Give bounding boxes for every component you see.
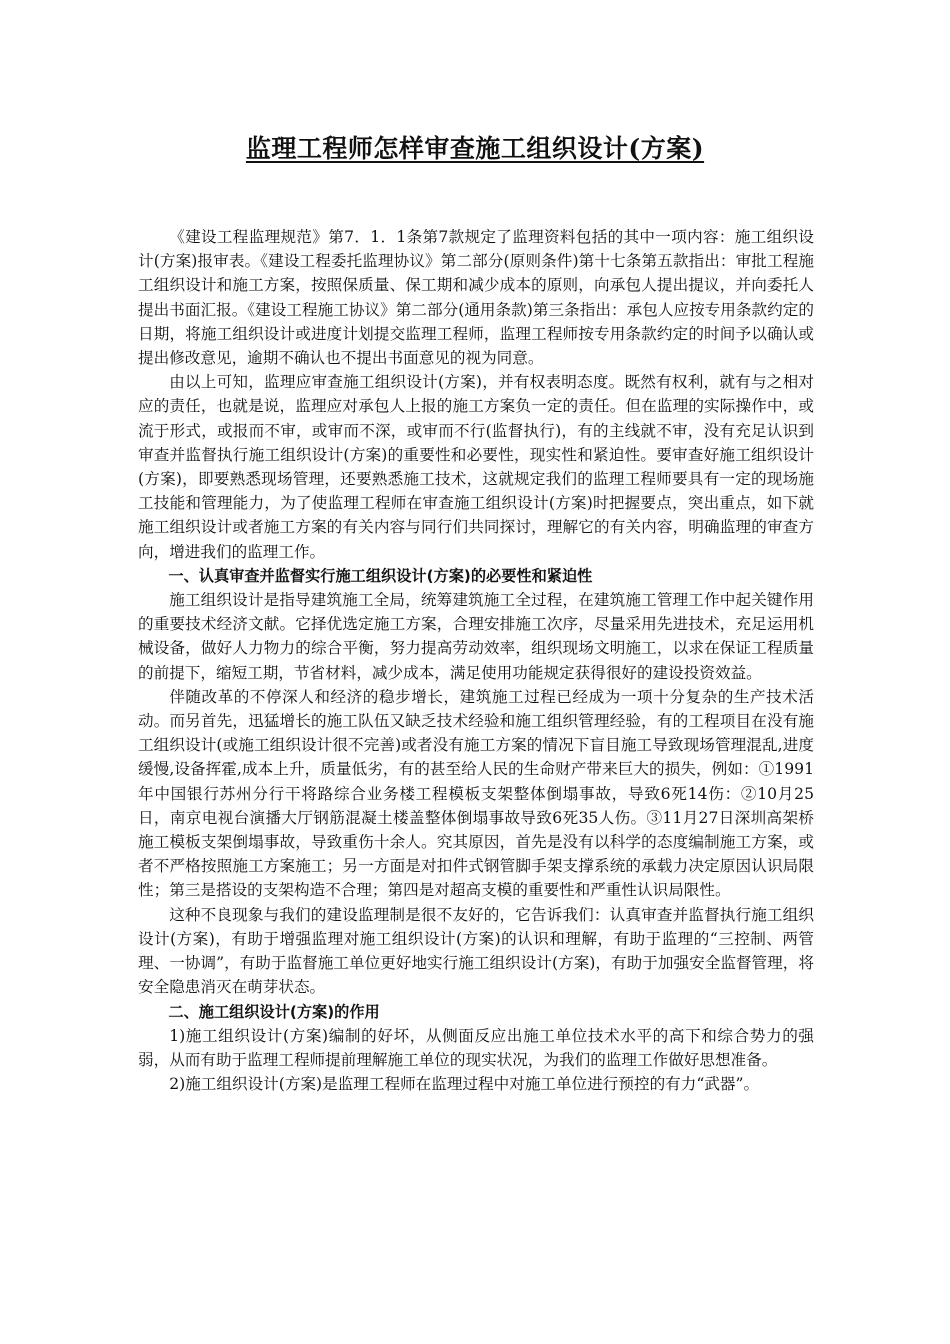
paragraph-conclusion: 这种不良现象与我们的建设监理制是很不友好的，它告诉我们：认真审查并监督执行施工组织设计(方案)，有助于增强监理对施工组织设计(方案)的认识和理解，有助于监理的“三控制、两管理、一协调”，有助于监督施工单位更好地实行施工组织设计(方案)，有助于加强安全监督管理，将安全隐患消灭在萌芽状态。 [138,905,814,997]
section-heading-1: 一、认真审查并监督实行施工组织设计(方案)的必要性和紧迫性 [168,566,593,585]
document-title [0,133,950,165]
paragraph-definition: 施工组织设计是指导建筑施工全局，统筹建筑施工全过程，在建筑施工管理工作中起关键作用的重要技术经济文献。它择优选定施工方案，合理安排施工次序，尽量采用先进技术，充足运用机械设备，做好人力物力的综合平衡，努力提高劳动效率，组织现场文明施工，以求在保证工程质量的前提下，缩短工期，节省材料，减少成本，满足使用功能规定获得很好的建设投资效益。 [138,591,814,682]
document-title-text: 监理工程师怎样审查施工组织设计(方案) [245,134,705,163]
paragraph-accidents: 伴随改革的不停深人和经济的稳步增长，建筑施工过程已经成为一项十分复杂的生产技术活动。而另首先，迅猛增长的施工队伍又缺乏技术经验和施工组织管理经验，有的工程项目在没有施工组织设计(或施工组织设计很不完善)或者没有施工方案的情况下盲目施工导致现场管理混乱,进度缓慢,设备挥霍,成本上升，质量低劣，有的甚至给人民的生命财产带来巨大的损失，例如：①1991年中国银行苏州分行干将路综合业务楼工程模板支架整体倒塌事故，导致6死14伤：②10月25日，南京电视台演播大厅钢筋混凝土楼盖整体倒塌事故导致6死35人伤。③11月27日深圳高架桥施工模板支架倒塌事故，导致重伤十余人。究其原因，首先是没有以科学的态度编制施工方案，或者不严格按照施工方案施工；另一方面是对扣件式钢管脚手架支撑系统的承载力决定原因认识局限性；第三是搭设的支架构造不合理；第四是对超高支模的重要性和严重性认识局限性。 [138,687,814,900]
document-body [138,225,814,1096]
paragraph-item-1: 1)施工组织设计(方案)编制的好坏，从侧面反应出施工单位技术水平的高下和综合势力的强弱，从而有助于监理工程师提前理解施工单位的现实状况，为我们的监理工作做好思想准备。 [138,1026,814,1069]
section-heading-2: 二、施工组织设计(方案)的作用 [168,1002,380,1021]
paragraph-intro: 《建设工程监理规范》第7．1．1条第7款规定了监理资料包括的其中一项内容：施工组织设计(方案)报审表。《建设工程委托监理协议》第二部分(原则条件)第十七条第五款指出：审批工程施工组织设计和施工方案，按照保质量、保工期和减少成本的原则，向承包人提出提议，并向委托人提出书面汇报。《建设工程施工协议》第二部分(通用条款)第三条指出：承包人应按专用条款约定的日期，将施工组织设计或进度计划提交监理工程师，监理工程师按专用条款约定的时间予以确认或提出修改意见，逾期不确认也不提出书面意见的视为同意。 [138,228,814,368]
paragraph-responsibility: 由以上可知，监理应审查施工组织设计(方案)，并有权表明态度。既然有权利，就有与之相对应的责任，也就是说，监理应对承包人上报的施工方案负一定的责任。但在监理的实际操作中，或流于形式，或报而不审，或审而不深，或审而不行(监督执行)，有的主线就不审，没有充足认识到审查并监督执行施工组织设计(方案)的重要性和必要性，现实性和紧迫性。要审查好施工组织设计(方案)，即要熟悉现场管理，还要熟悉施工技术，这就规定我们的监理工程师要具有一定的现场施工技能和管理能力，为了使监理工程师在审查施工组织设计(方案)时把握要点，突出重点，如下就施工组织设计或者施工方案的有关内容与同行们共同探讨，理解它的有关内容，明确监理的审查方向，增进我们的监理工作。 [138,373,814,561]
paragraph-item-2: 2)施工组织设计(方案)是监理工程师在监理过程中对施工单位进行预控的有力“武器”。 [169,1075,760,1094]
